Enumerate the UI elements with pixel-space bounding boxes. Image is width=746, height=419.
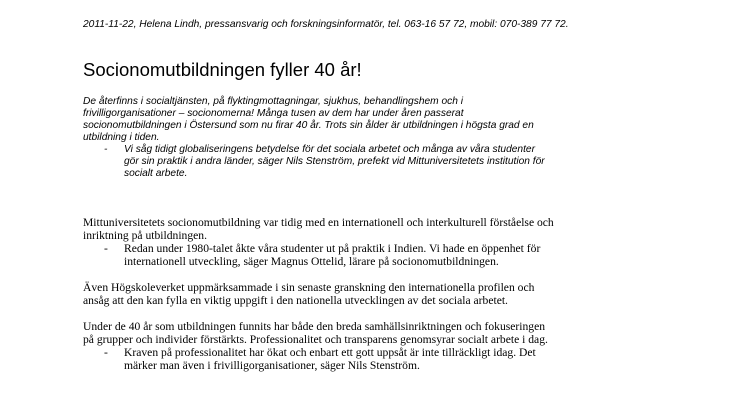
lead-line: De återfinns i socialtjänsten, på flyktingmottagningar, sjukhus, behandlingshem och i	[83, 96, 463, 107]
body-line: inriktning på utbildningen.	[83, 229, 207, 242]
bullet-dash: -	[104, 144, 108, 155]
body-line: Mittuniversitetets socionomutbildning var tidig med en internationell och interkulturell förståelse och	[83, 216, 554, 229]
body-line: Även Högskoleverket uppmärksammade i sin senaste granskning den internationella profilen och	[83, 281, 535, 294]
bullet-line: Kraven på professionalitet har ökat och enbart ett gott uppsåt är inte tillräckligt idag. Det	[124, 346, 536, 359]
bullet-line: socialt arbete.	[124, 168, 188, 179]
bullet-line: Vi såg tidigt globaliseringens betydelse för det sociala arbetet och många av våra studenter	[124, 144, 535, 155]
bullet-dash: -	[104, 346, 108, 359]
bullet-dash: -	[104, 242, 108, 255]
article-body	[83, 216, 683, 372]
body-line: på grupper och individer förstärkts. Professionalitet och transparens genomsyrar socialt arbete i dag.	[83, 333, 548, 346]
quote-bullet-stenstrom	[83, 346, 682, 372]
bullet-line: internationell utveckling, säger Magnus Ottelid, lärare på socionomutbildningen.	[124, 255, 499, 268]
article-lead	[83, 96, 603, 180]
lead-line: socionomutbildningen i Östersund som nu firar 40 år. Trots sin ålder är utbildningen i högsta grad en	[83, 120, 534, 131]
bullet-line: Redan under 1980-talet åkte våra studenter ut på praktik i Indien. Vi hade en öppenhet för	[124, 242, 541, 255]
paragraph-gap	[83, 268, 683, 281]
press-dateline: 2011-11-22, Helena Lindh, pressansvarig och forskningsinformatör, tel. 063-16 57 72, mobil: 070-389 77 72.	[83, 19, 569, 30]
quote-bullet-ottelid	[83, 242, 682, 268]
lead-line: utbildning i tiden.	[83, 132, 160, 143]
article-title: Socionomutbildningen fyller 40 år!	[83, 59, 362, 80]
paragraph-gap	[83, 307, 683, 320]
lead-line: frivilligorganisationer – socionomerna! Många tusen av dem har under åren passerat	[83, 108, 464, 119]
body-line: ansåg att den kan fylla en viktig uppgift i den nationella utvecklingen av det sociala arbetet.	[83, 294, 508, 307]
bullet-line: märker man även i frivilligorganisationer, säger Nils Stenström.	[124, 359, 420, 372]
lead-quote-bullet	[83, 144, 617, 180]
body-line: Under de 40 år som utbildningen funnits har både den breda samhällsinriktningen och fokuseringen	[83, 320, 546, 333]
bullet-line: gör sin praktik i andra länder, säger Nils Stenström, prefekt vid Mittuniversitetets institution för	[124, 156, 545, 167]
